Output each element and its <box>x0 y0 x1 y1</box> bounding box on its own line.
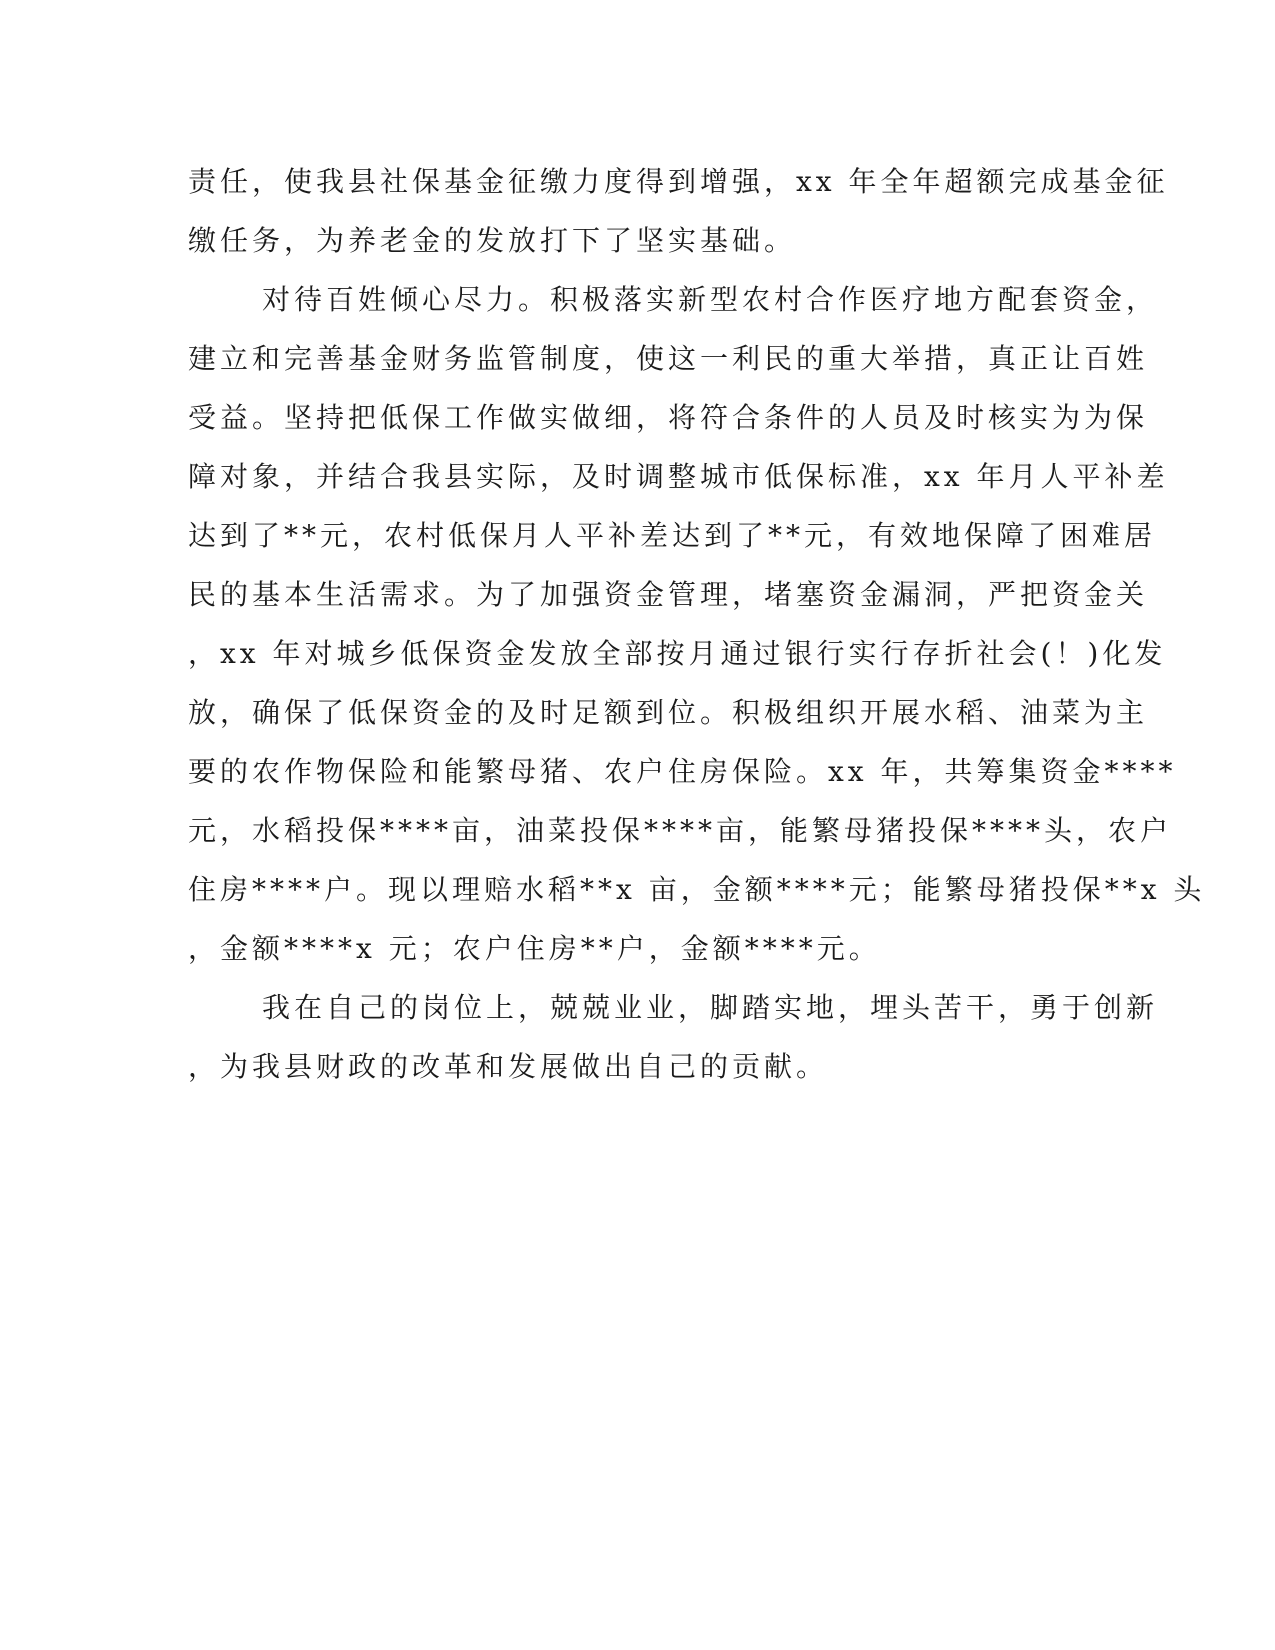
paragraph-first-line: 对待百姓倾心尽力。积极落实新型农村合作医疗地方配套资金， <box>262 283 1159 316</box>
body-text-line: 责任，使我县社保基金征缴力度得到增强，xx 年全年超额完成基金征 <box>188 165 1169 198</box>
body-text-line: 达到了**元，农村低保月人平补差达到了**元，有效地保障了困难居 <box>188 519 1157 552</box>
body-text-line: 元，水稻投保****亩，油菜投保****亩，能繁母猪投保****头，农户 <box>188 814 1173 847</box>
body-text-line: ，xx 年对城乡低保资金发放全部按月通过银行实行存折社会(！)化发 <box>188 637 1167 670</box>
body-text-line: 要的农作物保险和能繁母猪、农户住房保险。xx 年，共筹集资金**** <box>188 755 1177 788</box>
body-text-line: 住房****户。现以理赔水稻**x 亩，金额****元；能繁母猪投保**x 头 <box>188 873 1206 906</box>
body-text-line: 障对象，并结合我县实际，及时调整城市低保标准，xx 年月人平补差 <box>188 460 1169 493</box>
body-text-line: 缴任务，为养老金的发放打下了坚实基础。 <box>188 224 797 257</box>
body-text-line: 建立和完善基金财务监管制度，使这一利民的重大举措，真正让百姓 <box>188 342 1149 375</box>
paragraph-first-line: 我在自己的岗位上，兢兢业业，脚踏实地，埋头苦干，勇于创新 <box>262 991 1159 1024</box>
body-text-line: 放，确保了低保资金的及时足额到位。积极组织开展水稻、油菜为主 <box>188 696 1149 729</box>
body-text-line: 受益。坚持把低保工作做实做细，将符合条件的人员及时核实为为保 <box>188 401 1149 434</box>
body-text-line: ，金额****x 元；农户住房**户，金额****元。 <box>188 932 881 965</box>
body-text-line: 民的基本生活需求。为了加强资金管理，堵塞资金漏洞，严把资金关 <box>188 578 1149 611</box>
body-text-line: ，为我县财政的改革和发展做出自己的贡献。 <box>188 1050 829 1083</box>
